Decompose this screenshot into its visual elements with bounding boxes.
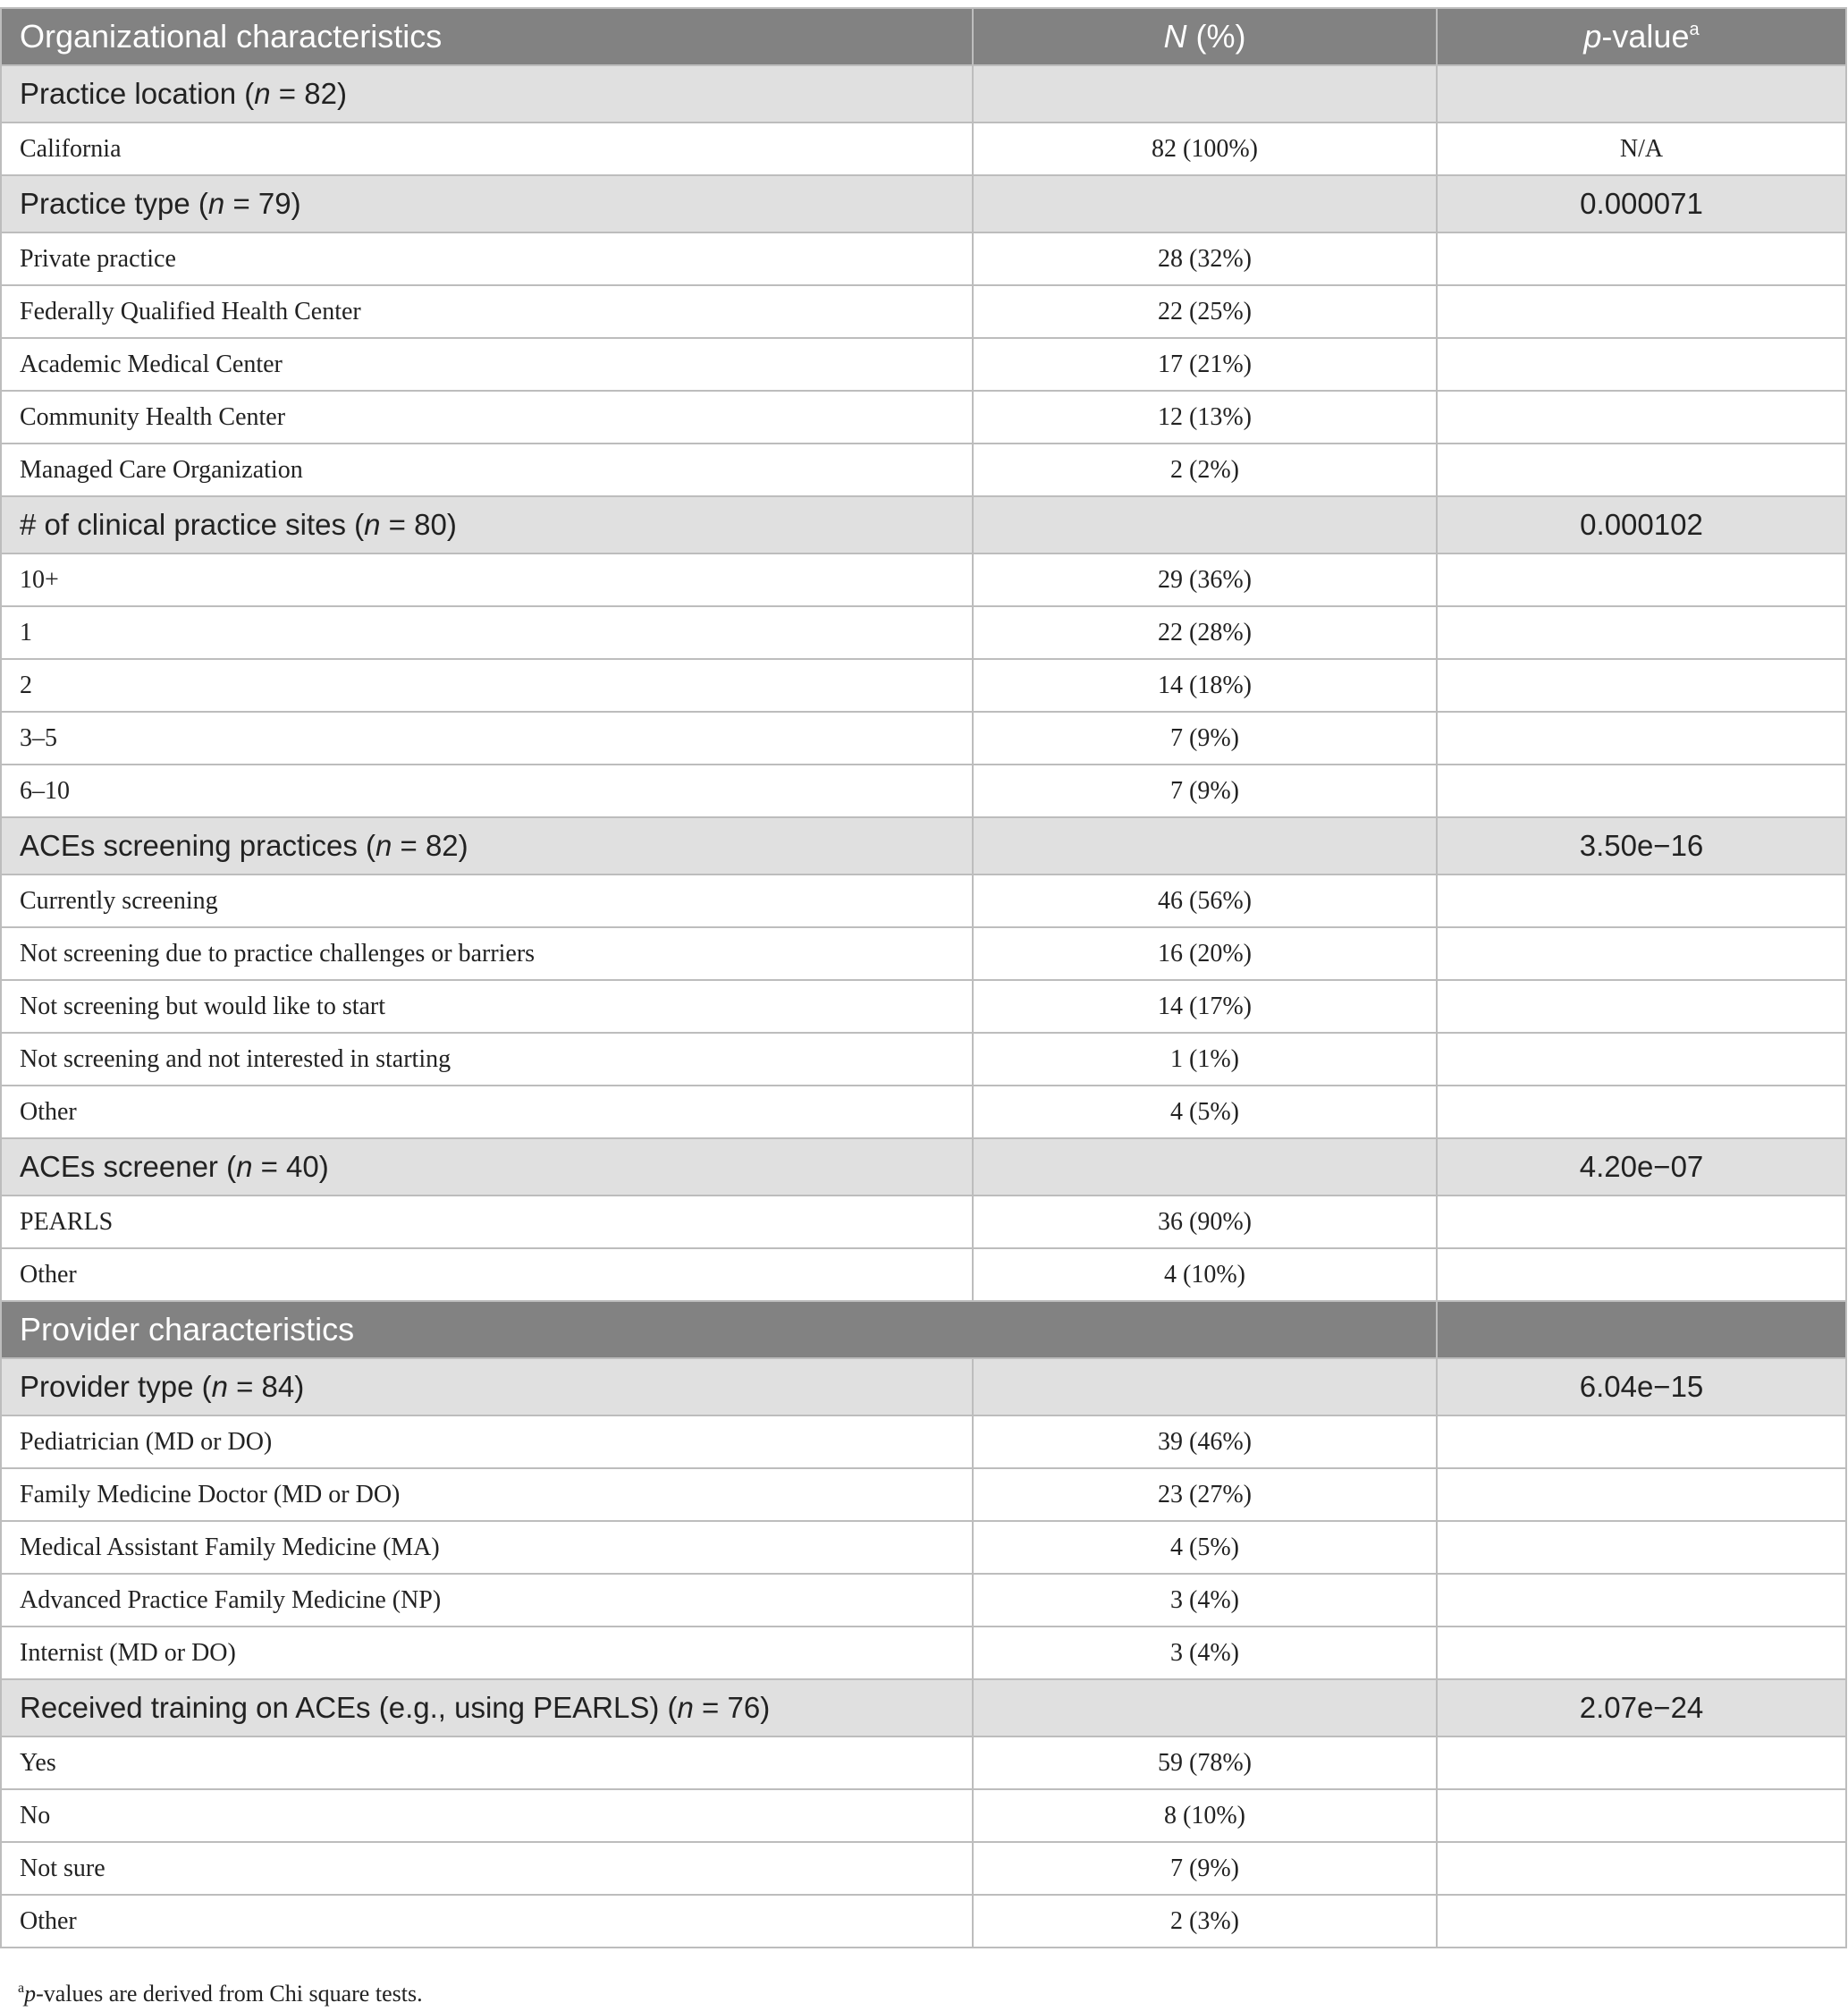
row-label: Other bbox=[1, 1248, 973, 1301]
table-row bbox=[1, 1248, 1846, 1301]
table-body bbox=[1, 8, 1846, 1948]
category-count-cell bbox=[973, 1138, 1437, 1196]
category-row bbox=[1, 496, 1846, 553]
row-p-value bbox=[1437, 232, 1846, 285]
table-row bbox=[1, 444, 1846, 496]
row-count: 36 (90%) bbox=[973, 1196, 1437, 1248]
row-count: 39 (46%) bbox=[973, 1415, 1437, 1468]
category-label-text: Received training on ACEs (e.g., using PEARLS) ( bbox=[20, 1691, 678, 1724]
row-p-value bbox=[1437, 712, 1846, 765]
row-label: Advanced Practice Family Medicine (NP) bbox=[1, 1574, 973, 1627]
row-count: 3 (4%) bbox=[973, 1627, 1437, 1679]
row-label: 3–5 bbox=[1, 712, 973, 765]
provider-header-row bbox=[1, 1301, 1846, 1358]
category-label bbox=[1, 496, 973, 553]
row-count: 16 (20%) bbox=[973, 927, 1437, 980]
row-count: 22 (28%) bbox=[973, 606, 1437, 659]
row-count: 4 (5%) bbox=[973, 1521, 1437, 1574]
row-p-value bbox=[1437, 1789, 1846, 1842]
category-label-text: Practice location ( bbox=[20, 77, 255, 110]
category-p-value: 2.07e−24 bbox=[1437, 1679, 1846, 1736]
category-count-cell bbox=[973, 1679, 1437, 1736]
row-p-value bbox=[1437, 1415, 1846, 1468]
table-row bbox=[1, 1468, 1846, 1521]
category-label bbox=[1, 1358, 973, 1415]
row-count: 12 (13%) bbox=[973, 391, 1437, 444]
category-label-text: Provider type ( bbox=[20, 1370, 212, 1403]
category-p-value bbox=[1437, 65, 1846, 123]
category-p-value: 6.04e−15 bbox=[1437, 1358, 1846, 1415]
row-p-value bbox=[1437, 1033, 1846, 1086]
table-row bbox=[1, 1736, 1846, 1789]
row-label: 6–10 bbox=[1, 765, 973, 817]
table-row bbox=[1, 1574, 1846, 1627]
category-n-value: = 79) bbox=[224, 187, 301, 220]
row-p-value bbox=[1437, 1521, 1846, 1574]
header-p-rest: -value bbox=[1601, 18, 1690, 55]
category-count-cell bbox=[973, 65, 1437, 123]
header-provider-characteristics: Provider characteristics bbox=[1, 1301, 1437, 1358]
row-p-value bbox=[1437, 1736, 1846, 1789]
row-count: 4 (5%) bbox=[973, 1086, 1437, 1138]
table-row bbox=[1, 1627, 1846, 1679]
category-label bbox=[1, 175, 973, 232]
category-p-value: 0.000102 bbox=[1437, 496, 1846, 553]
table-row bbox=[1, 232, 1846, 285]
row-p-value bbox=[1437, 1574, 1846, 1627]
category-n-italic: n bbox=[375, 829, 392, 862]
row-label: Managed Care Organization bbox=[1, 444, 973, 496]
row-label: 1 bbox=[1, 606, 973, 659]
category-n-value: = 84) bbox=[227, 1370, 305, 1403]
category-p-value: 4.20e−07 bbox=[1437, 1138, 1846, 1196]
table-container bbox=[0, 7, 1848, 2007]
row-label: Yes bbox=[1, 1736, 973, 1789]
row-label: Not screening but would like to start bbox=[1, 980, 973, 1033]
category-count-cell bbox=[973, 1358, 1437, 1415]
table-header-row bbox=[1, 8, 1846, 65]
category-label bbox=[1, 817, 973, 875]
footnote-italic: p bbox=[24, 1981, 37, 2007]
row-count: 17 (21%) bbox=[973, 338, 1437, 391]
table-row bbox=[1, 391, 1846, 444]
row-label: Pediatrician (MD or DO) bbox=[1, 1415, 973, 1468]
row-label: Not sure bbox=[1, 1842, 973, 1895]
row-count: 14 (18%) bbox=[973, 659, 1437, 712]
row-count: 1 (1%) bbox=[973, 1033, 1437, 1086]
row-p-value bbox=[1437, 1895, 1846, 1948]
table-row bbox=[1, 553, 1846, 606]
row-p-value bbox=[1437, 606, 1846, 659]
row-p-value bbox=[1437, 1086, 1846, 1138]
category-n-italic: n bbox=[254, 77, 271, 110]
row-label: 2 bbox=[1, 659, 973, 712]
row-label: Not screening and not interested in starting bbox=[1, 1033, 973, 1086]
table-row bbox=[1, 1033, 1846, 1086]
category-label bbox=[1, 1679, 973, 1736]
category-count-cell bbox=[973, 175, 1437, 232]
row-p-value: N/A bbox=[1437, 123, 1846, 175]
category-count-cell bbox=[973, 817, 1437, 875]
header-n-rest: (%) bbox=[1186, 18, 1246, 55]
row-p-value bbox=[1437, 285, 1846, 338]
footnote-text: -values are derived from Chi square tests. bbox=[36, 1981, 423, 2007]
category-row bbox=[1, 175, 1846, 232]
row-count: 2 (3%) bbox=[973, 1895, 1437, 1948]
row-count: 23 (27%) bbox=[973, 1468, 1437, 1521]
category-n-italic: n bbox=[207, 187, 225, 220]
category-row bbox=[1, 1358, 1846, 1415]
category-n-value: = 82) bbox=[270, 77, 347, 110]
table-row bbox=[1, 927, 1846, 980]
header-p-sup: a bbox=[1689, 20, 1700, 39]
row-p-value bbox=[1437, 391, 1846, 444]
row-label: Other bbox=[1, 1086, 973, 1138]
row-p-value bbox=[1437, 1248, 1846, 1301]
row-p-value bbox=[1437, 1468, 1846, 1521]
row-count: 7 (9%) bbox=[973, 765, 1437, 817]
table-row bbox=[1, 1196, 1846, 1248]
table-row bbox=[1, 123, 1846, 175]
category-n-value: = 82) bbox=[392, 829, 468, 862]
row-count: 7 (9%) bbox=[973, 712, 1437, 765]
row-label: Currently screening bbox=[1, 875, 973, 927]
row-count: 14 (17%) bbox=[973, 980, 1437, 1033]
row-label: California bbox=[1, 123, 973, 175]
row-label: Federally Qualified Health Center bbox=[1, 285, 973, 338]
characteristics-table bbox=[0, 7, 1847, 1948]
row-p-value bbox=[1437, 659, 1846, 712]
row-count: 8 (10%) bbox=[973, 1789, 1437, 1842]
table-row bbox=[1, 1842, 1846, 1895]
category-count-cell bbox=[973, 496, 1437, 553]
table-row bbox=[1, 1789, 1846, 1842]
category-n-italic: n bbox=[236, 1150, 253, 1183]
category-label-text: Practice type ( bbox=[20, 187, 208, 220]
category-p-value: 3.50e−16 bbox=[1437, 817, 1846, 875]
category-n-value: = 76) bbox=[693, 1691, 771, 1724]
row-count: 7 (9%) bbox=[973, 1842, 1437, 1895]
header-n-italic: N bbox=[1163, 18, 1187, 55]
category-n-value: = 80) bbox=[380, 508, 457, 541]
row-label: Academic Medical Center bbox=[1, 338, 973, 391]
row-p-value bbox=[1437, 875, 1846, 927]
row-count: 4 (10%) bbox=[973, 1248, 1437, 1301]
row-count: 59 (78%) bbox=[973, 1736, 1437, 1789]
row-label: Other bbox=[1, 1895, 973, 1948]
table-row bbox=[1, 1521, 1846, 1574]
table-footnote bbox=[18, 1981, 423, 2007]
category-n-italic: n bbox=[211, 1370, 228, 1403]
table-row bbox=[1, 712, 1846, 765]
row-count: 82 (100%) bbox=[973, 123, 1437, 175]
row-p-value bbox=[1437, 927, 1846, 980]
category-p-value: 0.000071 bbox=[1437, 175, 1846, 232]
row-p-value bbox=[1437, 553, 1846, 606]
header-p-value bbox=[1437, 8, 1846, 65]
category-n-italic: n bbox=[364, 508, 381, 541]
row-label: No bbox=[1, 1789, 973, 1842]
footnote-sup: a bbox=[18, 1981, 25, 1996]
table-row bbox=[1, 1895, 1846, 1948]
row-count: 22 (25%) bbox=[973, 285, 1437, 338]
row-count: 29 (36%) bbox=[973, 553, 1437, 606]
category-label-text: ACEs screener ( bbox=[20, 1150, 237, 1183]
category-row bbox=[1, 1679, 1846, 1736]
row-p-value bbox=[1437, 1627, 1846, 1679]
header-provider-empty bbox=[1437, 1301, 1846, 1358]
row-label: Private practice bbox=[1, 232, 973, 285]
table-row bbox=[1, 285, 1846, 338]
row-label: Medical Assistant Family Medicine (MA) bbox=[1, 1521, 973, 1574]
table-row bbox=[1, 875, 1846, 927]
row-count: 28 (32%) bbox=[973, 232, 1437, 285]
row-label: Not screening due to practice challenges or barriers bbox=[1, 927, 973, 980]
row-p-value bbox=[1437, 1196, 1846, 1248]
category-row bbox=[1, 65, 1846, 123]
row-label: 10+ bbox=[1, 553, 973, 606]
category-row bbox=[1, 817, 1846, 875]
row-count: 2 (2%) bbox=[973, 444, 1437, 496]
row-count: 3 (4%) bbox=[973, 1574, 1437, 1627]
category-label bbox=[1, 65, 973, 123]
row-p-value bbox=[1437, 444, 1846, 496]
table-row bbox=[1, 765, 1846, 817]
table-row bbox=[1, 659, 1846, 712]
table-row bbox=[1, 980, 1846, 1033]
row-p-value bbox=[1437, 980, 1846, 1033]
category-row bbox=[1, 1138, 1846, 1196]
category-label-text: ACEs screening practices ( bbox=[20, 829, 376, 862]
table-row bbox=[1, 606, 1846, 659]
category-label-text: # of clinical practice sites ( bbox=[20, 508, 365, 541]
table-row bbox=[1, 338, 1846, 391]
header-p-italic: p bbox=[1583, 18, 1602, 55]
table-row bbox=[1, 1415, 1846, 1468]
row-label: PEARLS bbox=[1, 1196, 973, 1248]
table-row bbox=[1, 1086, 1846, 1138]
row-label: Family Medicine Doctor (MD or DO) bbox=[1, 1468, 973, 1521]
category-n-value: = 40) bbox=[252, 1150, 329, 1183]
row-p-value bbox=[1437, 765, 1846, 817]
category-label bbox=[1, 1138, 973, 1196]
row-count: 46 (56%) bbox=[973, 875, 1437, 927]
row-label: Internist (MD or DO) bbox=[1, 1627, 973, 1679]
header-organizational-characteristics: Organizational characteristics bbox=[1, 8, 973, 65]
row-label: Community Health Center bbox=[1, 391, 973, 444]
header-n-percent bbox=[973, 8, 1437, 65]
row-p-value bbox=[1437, 1842, 1846, 1895]
category-n-italic: n bbox=[677, 1691, 694, 1724]
row-p-value bbox=[1437, 338, 1846, 391]
